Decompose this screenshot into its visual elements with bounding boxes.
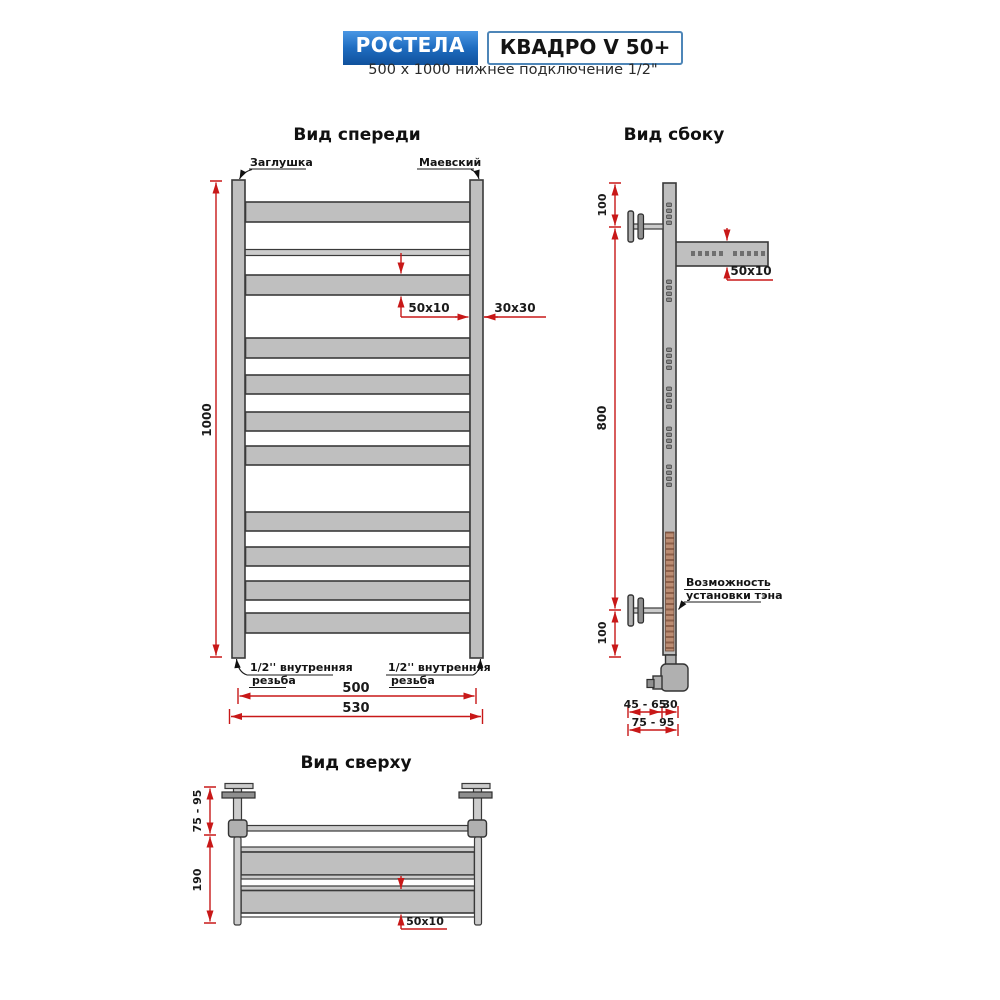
- thread-left-leader: [237, 659, 248, 675]
- bracket-flange: [638, 214, 644, 239]
- right-post: [470, 180, 483, 658]
- front-view: [200, 156, 546, 724]
- bracket-block: [229, 820, 248, 837]
- side-view: [595, 183, 783, 736]
- valve-label: Маевский: [419, 156, 482, 169]
- top-dim-190-label: 190: [191, 868, 204, 892]
- top-wide-bar: [241, 852, 475, 875]
- rung: [246, 512, 471, 531]
- depth-range-label: 45 - 65: [623, 698, 667, 711]
- heater-note-line1: Возможность: [686, 576, 771, 589]
- side-dim-800-label: 800: [595, 405, 609, 431]
- post-depth-label: 30: [662, 698, 678, 711]
- shelf-dim-label: 50x10: [730, 264, 772, 278]
- left-post: [232, 180, 245, 658]
- thread-left-line1: 1/2'' внутренняя: [250, 661, 353, 674]
- bottom-fitting: [647, 655, 688, 691]
- top-wide-bar: [241, 891, 475, 914]
- top-view: [191, 784, 492, 930]
- product-subtitle: 500 x 1000 нижнее подключение 1/2": [368, 62, 658, 78]
- top-rung-dim-label: 50x10: [406, 915, 444, 928]
- top-thin-bar: [241, 875, 475, 879]
- fitting-body: [661, 664, 688, 691]
- hanger-bar: [240, 250, 473, 256]
- bracket-wall-plate: [628, 211, 634, 242]
- heater-note-line2: установки тэна: [686, 589, 783, 602]
- bracket-wall-bar: [462, 784, 490, 789]
- rung: [246, 412, 471, 431]
- bracket-block: [468, 820, 487, 837]
- bracket-flange: [459, 792, 492, 798]
- top-dim-7595-label: 75 - 95: [191, 789, 204, 833]
- rung: [246, 547, 471, 566]
- bracket-wall-bar: [225, 784, 253, 789]
- thread-right-line1: 1/2'' внутренняя: [388, 661, 491, 674]
- bracket-flange: [638, 598, 644, 623]
- rung: [246, 581, 471, 600]
- fitting-tip: [647, 680, 654, 688]
- rung: [246, 446, 471, 465]
- bracket-wall-plate: [628, 595, 634, 626]
- wall-bracket-bottom: [628, 595, 663, 626]
- front-view-title: Вид спереди: [293, 125, 421, 145]
- rung: [246, 375, 471, 394]
- top-view-title: Вид сверху: [300, 753, 412, 773]
- thread-left-line2: резьба: [252, 674, 296, 687]
- width530-label: 530: [342, 701, 370, 716]
- post-dim-label: 30x30: [494, 301, 536, 315]
- model-badge: КВАДРО V 50+: [487, 31, 684, 65]
- width500-label: 500: [342, 681, 370, 696]
- side-dim-100-top-label: 100: [596, 193, 609, 217]
- plug-label: Заглушка: [250, 156, 313, 169]
- rung: [246, 202, 471, 222]
- side-dim-100-bottom-label: 100: [596, 621, 609, 645]
- plug-leader: [240, 170, 253, 180]
- valve-leader: [471, 170, 479, 180]
- height-dim-label: 1000: [200, 403, 214, 437]
- rung-dim-label: 50x10: [408, 301, 450, 315]
- side-view-title: Вид сбоку: [623, 125, 725, 145]
- brand-badge: РОСТЕЛА: [343, 31, 478, 65]
- heater-zone: [666, 532, 675, 651]
- wall-bracket-top: [628, 211, 663, 242]
- rung: [246, 613, 471, 633]
- top-hanger-bar: [246, 826, 468, 832]
- top-right-post: [475, 837, 482, 925]
- wall-dist-label: 75 - 95: [631, 716, 675, 729]
- rung: [246, 275, 471, 295]
- rung: [246, 338, 471, 358]
- bracket-flange: [222, 792, 255, 798]
- top-left-post: [234, 837, 241, 925]
- heater-note-leader: [679, 602, 685, 610]
- thread-right-line2: резьба: [391, 674, 435, 687]
